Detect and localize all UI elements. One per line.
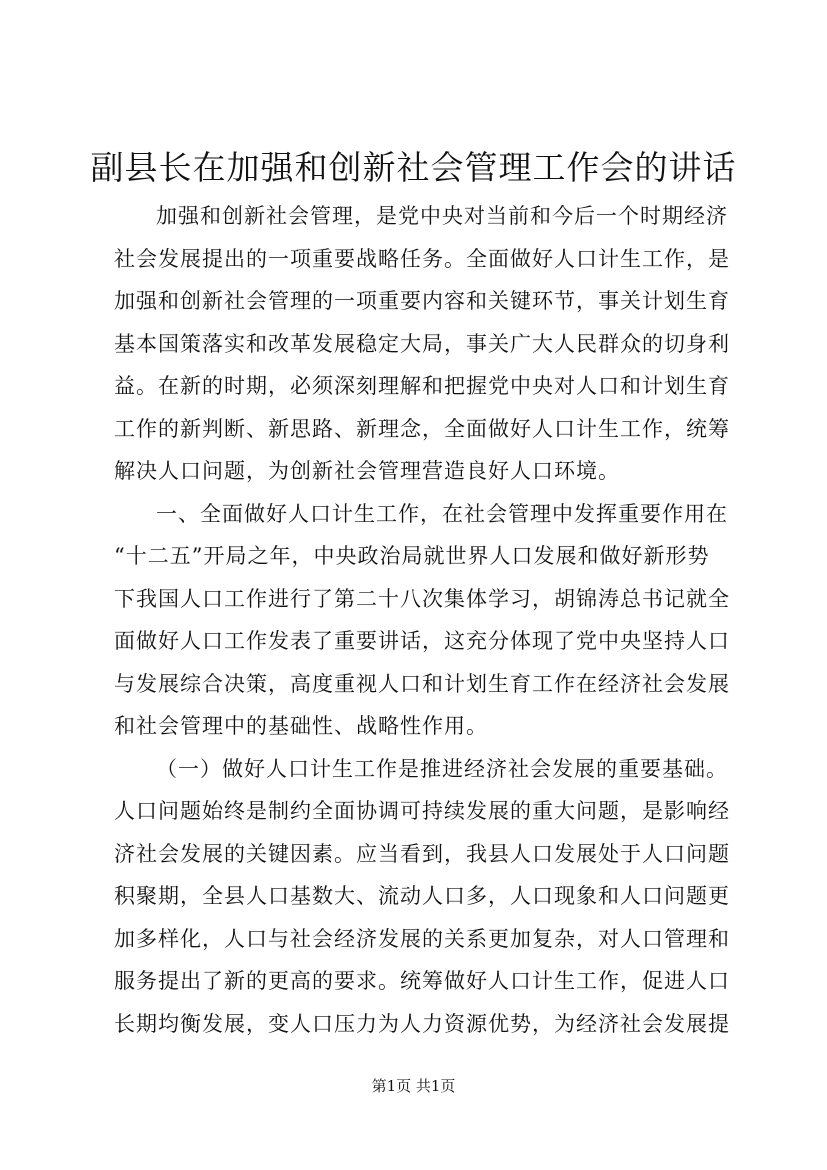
paragraph-line: 加强和创新社会管理的一项重要内容和关键环节，事关计划生育 [114,289,730,313]
paragraph-line: 加多样化，人口与社会经济发展的关系更加复杂，对人口管理和 [114,926,730,951]
paragraph-line: “十二五”开局之年，中央政治局就世界人口发展和做好新形势 [114,544,710,568]
paragraph-line: 基本国策落实和改革发展稳定大局，事关广大人民群众的切身利 [114,331,730,356]
section-heading-line: 一、全面做好人口计生工作，在社会管理中发挥重要作用在 [156,501,728,526]
document-body [114,195,730,1045]
page-footer: 第1页 共1页 [371,1077,456,1095]
paragraph-line: 济社会发展的关键因素。应当看到，我县人口发展处于人口问题 [114,841,730,866]
paragraph-line: 面做好人口工作发表了重要讲话，这充分体现了党中央坚持人口 [114,629,730,653]
paragraph-line: 长期均衡发展，变人口压力为人力资源优势，为经济社会发展提 [114,1011,730,1036]
paragraph-line: 益。在新的时期，必须深刻理解和把握党中央对人口和计划生育 [114,374,730,398]
paragraph-line: 工作的新判断、新思路、新理念，全面做好人口计生工作，统筹 [114,416,730,441]
paragraph-line: 解决人口问题，为创新社会管理营造良好人口环境。 [114,459,620,483]
paragraph-line: 积聚期，全县人口基数大、流动人口多，人口现象和人口问题更 [114,884,730,908]
paragraph-line: 社会发展提出的一项重要战略任务。全面做好人口计生工作，是 [114,246,730,271]
paragraph-line: 服务提出了新的更高的要求。统筹做好人口计生工作，促进人口 [114,969,730,993]
paragraph-line: 下我国人口工作进行了第二十八次集体学习，胡锦涛总书记就全 [114,586,730,611]
paragraph-line: 人口问题始终是制约全面协调可持续发展的重大问题，是影响经 [114,799,730,823]
document-title: 副县长在加强和创新社会管理工作会的讲话 [90,148,737,187]
paragraph-line: 加强和创新社会管理，是党中央对当前和今后一个时期经济 [156,204,728,228]
paragraph-line: 与发展综合决策，高度重视人口和计划生育工作在经济社会发展 [114,671,730,696]
paragraph-line: 和社会管理中的基础性、战略性作用。 [114,714,488,738]
subsection-heading-line: （一）做好人口计生工作是推进经济社会发展的重要基础。 [156,756,728,781]
